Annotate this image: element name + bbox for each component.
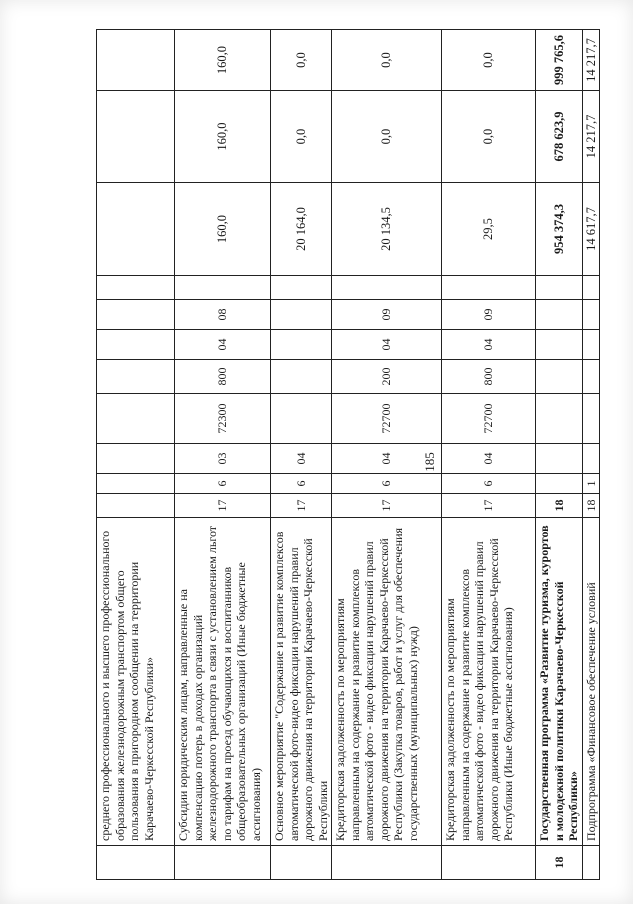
amount-cell-v3: 0,0 (271, 30, 332, 91)
amount-cell-v1: 14 617,7 (582, 183, 600, 276)
code-cell-c1: 18 (582, 494, 600, 518)
row-name-cell: Государственная программа «Развитие туризма, курортов и молодежной политики Карачаево-Черкесской Республики» (536, 518, 583, 846)
code-cell-c3: 04 (442, 444, 536, 474)
code-cell-c6 (271, 330, 332, 360)
amount-cell-v3: 0,0 (332, 30, 442, 91)
code-cell-c1: 17 (332, 494, 442, 518)
code-cell-c5 (536, 360, 583, 394)
row-name-cell: среднего профессионального и высшего профессионального образования железнодорожным транспортом общего пользования в пригородном сообщении на территории Карачаево-Черкесской Республики» (97, 518, 175, 846)
amount-cell-v2: 160,0 (175, 91, 271, 183)
row-number-cell (97, 846, 175, 880)
row-number-cell (442, 846, 536, 880)
code-cell-c7 (536, 300, 583, 330)
code-cell-c3 (536, 444, 583, 474)
amount-cell-v2 (97, 91, 175, 183)
code-cell-c2: 6 (442, 474, 536, 494)
code-cell-c7 (97, 300, 175, 330)
amount-cell-v1: 20 134,5 (332, 183, 442, 276)
code-cell-c5 (582, 360, 600, 394)
amount-cell-v3 (97, 30, 175, 91)
code-cell-c4: 72300 (175, 394, 271, 444)
row-number-cell (582, 846, 600, 880)
amount-cell-v1: 20 164,0 (271, 183, 332, 276)
code-cell-c4: 72700 (442, 394, 536, 444)
amount-cell-v1 (97, 183, 175, 276)
amount-cell-v2: 0,0 (442, 91, 536, 183)
amount-cell-v2: 0,0 (332, 91, 442, 183)
code-cell-c4 (536, 394, 583, 444)
row-name-cell: Кредиторская задолженность по мероприятиям направленным на содержание и развитие комплексов автоматической фото - видео фиксации нарушений правил дорожного движения на территории Карачаево-Черкесской Республики (Закупка товаров, работ и услуг для обеспечения государственных (муниципальных) нужд) (332, 518, 442, 846)
code-cell-c6: 04 (175, 330, 271, 360)
row-name-cell: Субсидии юридическим лицам, направленные на компенсацию потерь в доходах организаций железнодорожного транспорта в связи с установлением льгот по тарифам на проезд обучающихся и воспитанников общеобразовательных организаций (Иные бюджетные ассигнования) (175, 518, 271, 846)
code-cell-c5: 800 (442, 360, 536, 394)
table-row (582, 30, 600, 880)
code-cell-c4 (97, 394, 175, 444)
code-cell-c3 (97, 444, 175, 474)
code-cell-c1: 18 (536, 494, 583, 518)
code-cell-c3: 04 (271, 444, 332, 474)
amount-cell-v2: 14 217,7 (582, 91, 600, 183)
row-name-cell: Основное мероприятие "Содержание и развитие комплексов автоматической фото-видео фиксации нарушений правил дорожного движения на территории Карачаево-Черкесской Республики (271, 518, 332, 846)
code-cell-c5 (271, 360, 332, 394)
code-cell-c6: 04 (332, 330, 442, 360)
budget-table (96, 29, 600, 880)
code-cell-c2 (97, 474, 175, 494)
table-row (97, 30, 175, 880)
amount-cell-v2: 678 623,9 (536, 91, 583, 183)
code-cell-c2: 1 (582, 474, 600, 494)
table-row (442, 30, 536, 880)
table-row (332, 30, 442, 880)
code-cell-c4 (271, 394, 332, 444)
table-row (536, 30, 583, 880)
code-cell-c6 (582, 330, 600, 360)
code-cell-c1 (97, 494, 175, 518)
code-cell-c8 (97, 276, 175, 300)
code-cell-c5: 200 (332, 360, 442, 394)
code-cell-c2: 6 (175, 474, 271, 494)
row-number-cell: 18 (536, 846, 583, 880)
code-cell-c4: 72700 (332, 394, 442, 444)
code-cell-c8 (442, 276, 536, 300)
code-cell-c7: 09 (332, 300, 442, 330)
code-cell-c5 (97, 360, 175, 394)
code-cell-c7: 09 (442, 300, 536, 330)
code-cell-c2: 6 (271, 474, 332, 494)
code-cell-c3: 04 (332, 444, 442, 474)
code-cell-c6 (97, 330, 175, 360)
page-number: 185 (422, 452, 437, 472)
amount-cell-v3: 14 217,7 (582, 30, 600, 91)
code-cell-c7 (582, 300, 600, 330)
code-cell-c6 (536, 330, 583, 360)
code-cell-c3 (582, 444, 600, 474)
amount-cell-v3: 160,0 (175, 30, 271, 91)
amount-cell-v1: 29,5 (442, 183, 536, 276)
code-cell-c8 (271, 276, 332, 300)
code-cell-c4 (582, 394, 600, 444)
code-cell-c5: 800 (175, 360, 271, 394)
code-cell-c8 (175, 276, 271, 300)
code-cell-c1: 17 (442, 494, 536, 518)
code-cell-c7 (271, 300, 332, 330)
code-cell-c8 (536, 276, 583, 300)
code-cell-c8 (332, 276, 442, 300)
row-number-cell (271, 846, 332, 880)
table-row (271, 30, 332, 880)
amount-cell-v1: 954 374,3 (536, 183, 583, 276)
amount-cell-v3: 999 765,6 (536, 30, 583, 91)
row-name-cell: Подпрограмма «Финансовое обеспечение условий (582, 518, 600, 846)
code-cell-c6: 04 (442, 330, 536, 360)
amount-cell-v1: 160,0 (175, 183, 271, 276)
row-number-cell (332, 846, 442, 880)
row-number-cell (175, 846, 271, 880)
amount-cell-v2: 0,0 (271, 91, 332, 183)
code-cell-c1: 17 (271, 494, 332, 518)
code-cell-c2 (536, 474, 583, 494)
code-cell-c7: 08 (175, 300, 271, 330)
code-cell-c2: 6 (332, 474, 442, 494)
row-name-cell: Кредиторская задолженность по мероприятиям направленным на содержание и развитие комплексов автоматической фото - видео фиксации нарушений правил дорожного движения на территории Карачаево-Черкесской Республики (Иные бюджетные ассигнования) (442, 518, 536, 846)
code-cell-c8 (582, 276, 600, 300)
code-cell-c3: 03 (175, 444, 271, 474)
amount-cell-v3: 0,0 (442, 30, 536, 91)
table-row (175, 30, 271, 880)
budget-table-container (96, 30, 598, 880)
code-cell-c1: 17 (175, 494, 271, 518)
table-body (97, 30, 600, 880)
